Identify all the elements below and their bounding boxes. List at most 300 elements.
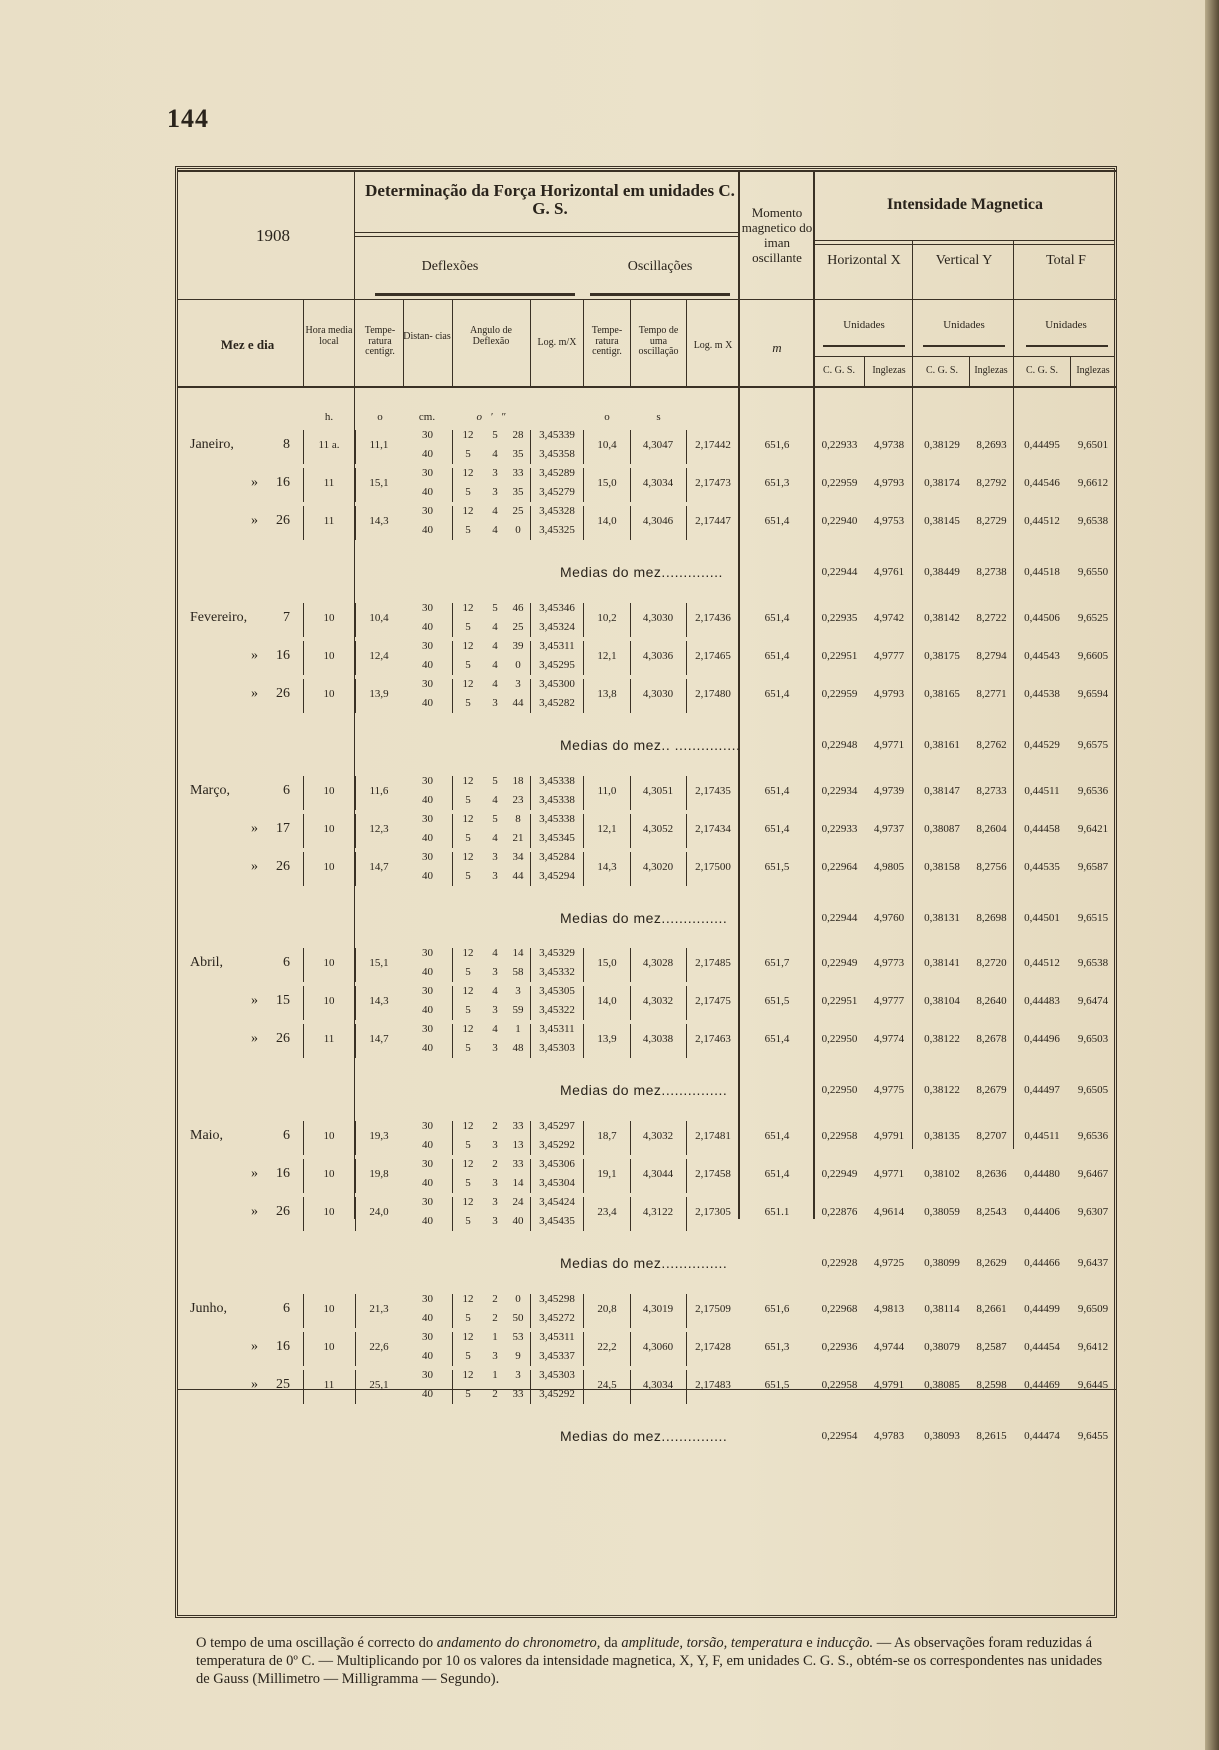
dist-cell: 40 [422,1350,433,1362]
ang-min-cell: 2 [492,1388,498,1400]
tempo-cell: 4,3032 [642,1130,674,1142]
ang-sec-cell: 33 [512,1158,524,1170]
temp-cell: 19,3 [369,1130,389,1142]
hora-cell: 10 [323,785,335,797]
log-cell: 3,45306 [539,1158,575,1170]
medias-value: 8,2679 [976,1084,1007,1096]
hora-cell: 10 [323,612,335,624]
log-m-x-cell: 2,17485 [695,957,731,969]
log-m-x-cell: 2,17442 [695,439,731,451]
intensity-cell: 0,38087 [924,823,960,835]
hora-cell: 10 [323,861,335,873]
log-m-x-cell: 2,17475 [695,995,731,1007]
footnote-italic: amplitude, torsão, temperatura [621,1635,803,1651]
dist-cell: 30 [422,505,433,517]
ang-deg-cell: 5 [465,1042,471,1054]
intensity-cell: 0,22958 [821,1130,858,1142]
intensity-cell: 0,22950 [821,1033,858,1045]
temp-cell: 14,7 [369,861,389,873]
intensity-cell: 0,44483 [1024,995,1060,1007]
dist-cell: 30 [422,1158,433,1170]
day-label: 26 [276,859,290,874]
ang-sec-cell: 53 [512,1331,524,1343]
intensity-cell: 0,44496 [1024,1033,1060,1045]
month-label: » [251,1204,258,1219]
header-oscillacoes: Oscillações [627,259,693,274]
ang-deg-cell: 5 [465,794,471,806]
ang-min-cell: 4 [492,505,498,517]
footnote-part: da [600,1635,622,1651]
ang-deg-cell: 12 [462,1196,474,1208]
ang-min-cell: 4 [492,678,498,690]
rule-intens-sub [815,240,1115,241]
intensity-cell: 0,44543 [1024,650,1060,662]
intensity-cell: 4,9805 [873,861,905,873]
day-label: 26 [276,1031,290,1046]
dist-cell: 40 [422,621,433,633]
month-label: » [251,859,258,874]
log-cell: 3,45337 [539,1350,575,1362]
header-log-mx: Log. m/X [537,337,577,348]
intensity-cell: 0,38114 [924,1303,960,1315]
temp2-cell: 10,2 [597,612,617,624]
ang-sec-cell: 24 [512,1196,524,1208]
ang-min-cell: 3 [492,870,498,882]
ang-sec-cell: 34 [512,851,524,863]
day-label: 15 [276,993,290,1008]
ang-sec-cell: 0 [515,1293,521,1305]
ang-min-cell: 2 [492,1293,498,1305]
header-tempo: Tempo de uma oscillação [638,325,679,357]
dist-cell: 40 [422,1215,433,1227]
medias-value: 0,38093 [924,1430,960,1442]
m-cell: 651,5 [764,861,790,873]
temp-cell: 12,4 [369,650,389,662]
hora-cell: 11 [323,1379,335,1391]
log-cell: 3,45272 [539,1312,575,1324]
ang-min-cell: 2 [492,1158,498,1170]
unit-tempo: s [656,411,661,423]
log-cell: 3,45332 [539,966,575,978]
ang-min-cell: 4 [492,659,498,671]
intensity-cell: 8,2661 [976,1303,1007,1315]
log-cell: 3,45325 [539,524,575,536]
header-temp2: Tempe- ratura centigr. [591,325,623,357]
tempo-cell: 4,3052 [642,823,674,835]
intensity-cell: 0,38104 [924,995,960,1007]
brace-y [923,345,1005,352]
log-m-x-cell: 2,17481 [695,1130,731,1142]
tempo-cell: 4,3046 [642,515,674,527]
tempo-cell: 4,3019 [642,1303,674,1315]
log-cell: 3,45298 [539,1293,575,1305]
intensity-cell: 8,2604 [976,823,1007,835]
month-label: » [251,821,258,836]
tempo-cell: 4,3034 [642,1379,674,1391]
ang-sec-cell: 35 [512,486,524,498]
intensity-cell: 9,6587 [1077,861,1109,873]
intensity-cell: 0,38085 [924,1379,960,1391]
intensity-cell: 0,22951 [821,995,858,1007]
log-m-x-cell: 2,17500 [695,861,731,873]
ang-min-cell: 4 [492,640,498,652]
log-cell: 3,45311 [539,1331,575,1343]
intensity-cell: 8,2598 [976,1379,1007,1391]
medias-value: 8,2629 [976,1257,1007,1269]
log-m-x-cell: 2,17483 [695,1379,731,1391]
temp2-cell: 24,5 [597,1379,617,1391]
brace-x [823,345,905,352]
day-label: 16 [276,648,290,663]
dist-cell: 40 [422,1388,433,1400]
medias-value: 0,44497 [1024,1084,1060,1096]
temp-cell: 15,1 [369,957,389,969]
temp-cell: 11,6 [369,785,389,797]
medias-value: 0,38449 [924,566,960,578]
dist-cell: 30 [422,1331,433,1343]
unit-dist: cm. [418,411,436,423]
intensity-cell: 4,9793 [873,688,905,700]
intensity-cell: 9,6421 [1077,823,1109,835]
page-number: 144 [167,104,209,133]
intensity-cell: 4,9813 [873,1303,905,1315]
month-label: » [251,475,258,490]
intensity-cell: 0,44511 [1024,785,1060,797]
ang-sec-cell: 50 [512,1312,524,1324]
ang-min-cell: 1 [492,1369,498,1381]
intensity-cell: 4,9791 [873,1379,905,1391]
intensity-cell: 0,22964 [821,861,858,873]
tempo-cell: 4,3047 [642,439,674,451]
ang-min-cell: 3 [492,1177,498,1189]
footnote [196,1634,1106,1688]
intensity-cell: 8,2722 [976,612,1007,624]
temp2-cell: 23,4 [597,1206,617,1218]
dist-cell: 30 [422,947,433,959]
month-label: » [251,1377,258,1392]
log-cell: 3,45424 [539,1196,575,1208]
medias-value: 9,6575 [1077,739,1109,751]
dist-cell: 30 [422,1369,433,1381]
ang-deg-cell: 12 [462,505,474,517]
ang-min-cell: 4 [492,832,498,844]
ang-deg-cell: 5 [465,1177,471,1189]
header-momento: Momento magnetico do iman oscillante [741,205,813,265]
intensity-cell: 0,22958 [821,1379,858,1391]
temp-cell: 14,3 [369,995,389,1007]
dist-cell: 30 [422,1120,433,1132]
ang-deg-cell: 5 [465,1350,471,1362]
ang-sec-cell: 35 [512,448,524,460]
intensity-cell: 4,9738 [873,439,905,451]
intensity-cell: 4,9739 [873,785,905,797]
intensity-cell: 0,22935 [821,612,858,624]
log-cell: 3,45282 [539,697,575,709]
header-unidades-f: Unidades [1045,319,1087,331]
intensity-cell: 9,6538 [1077,957,1109,969]
medias-label: Medias do mez.. ............... [560,737,741,753]
dist-cell: 40 [422,794,433,806]
hora-cell: 10 [323,1206,335,1218]
medias-value: 4,9761 [873,566,905,578]
tempo-cell: 4,3030 [642,612,674,624]
ang-deg-cell: 5 [465,524,471,536]
medias-value: 0,22950 [821,1084,858,1096]
brace-deflexoes [375,293,575,301]
intensity-cell: 0,22951 [821,650,858,662]
intensity-cell: 0,38122 [924,1033,960,1045]
header-hora: Hora media local [305,325,353,347]
temp2-cell: 14,3 [597,861,617,873]
intensity-cell: 0,44511 [1024,1130,1060,1142]
day-label: 16 [276,1339,290,1354]
header-force: Determinação da Força Horizontal em unidades C. G. S. [365,181,735,218]
ang-deg-cell: 5 [465,659,471,671]
header-vertical: Vertical Y [935,253,993,268]
hora-cell: 10 [323,688,335,700]
intensity-cell: 0,38147 [924,785,960,797]
medias-value: 0,38131 [924,912,960,924]
m-cell: 651,6 [764,1303,790,1315]
ang-min-cell: 1 [492,1331,498,1343]
temp-cell: 13,9 [369,688,389,700]
ang-sec-cell: 3 [515,678,521,690]
dist-cell: 40 [422,1042,433,1054]
month-label: » [251,648,258,663]
unit-ang: o ′ ″ [476,411,506,423]
intensity-cell: 9,6474 [1077,995,1109,1007]
ang-deg-cell: 5 [465,1139,471,1151]
log-m-x-cell: 2,17458 [695,1168,731,1180]
ang-min-cell: 4 [492,794,498,806]
header-cgs-x: C. G. S. [823,365,855,376]
day-label: 26 [276,513,290,528]
intensity-cell: 0,38141 [924,957,960,969]
ang-sec-cell: 23 [512,794,524,806]
temp2-cell: 14,0 [597,515,617,527]
intensity-cell: 0,22876 [821,1206,858,1218]
dist-cell: 40 [422,1312,433,1324]
ang-min-cell: 5 [492,429,498,441]
temp-cell: 10,4 [369,612,389,624]
log-cell: 3,45311 [539,1023,575,1035]
log-m-x-cell: 2,17435 [695,785,731,797]
brace-oscillacoes [590,293,730,301]
ang-sec-cell: 25 [512,621,524,633]
medias-value: 0,38099 [924,1257,960,1269]
log-cell: 3,45284 [539,851,575,863]
intensity-cell: 0,22949 [821,957,858,969]
ang-min-cell: 3 [492,1042,498,1054]
ang-sec-cell: 46 [512,602,524,614]
medias-value: 4,9760 [873,912,905,924]
dist-cell: 40 [422,524,433,536]
ang-sec-cell: 0 [515,524,521,536]
m-cell: 651,4 [764,1168,790,1180]
temp2-cell: 14,0 [597,995,617,1007]
footnote-part: — As observações foram reduzidas á temperatura de 0º C. — Multiplicando por 10 os valores da intensidade magnetica, X, Y, F, em unidades C. G. S., obtém-se os correspondentes nas unidades de Gauss (Millimetro — Milligramma — Segundo). [196,1635,1103,1687]
brace-f [1026,345,1108,352]
medias-label: Medias do mez............... [560,910,728,926]
medias-label: Medias do mez............... [560,1082,728,1098]
intensity-cell: 9,6467 [1077,1168,1109,1180]
day-label: 6 [283,955,290,970]
m-cell: 651,5 [764,995,790,1007]
log-cell: 3,45311 [539,640,575,652]
day-label: 6 [283,1301,290,1316]
dist-cell: 40 [422,486,433,498]
log-m-x-cell: 2,17463 [695,1033,731,1045]
intensity-cell: 0,44406 [1024,1206,1060,1218]
log-m-x-cell: 2,17465 [695,650,731,662]
temp-cell: 12,3 [369,823,389,835]
ang-deg-cell: 12 [462,947,474,959]
medias-value: 4,9725 [873,1257,905,1269]
log-cell: 3,45305 [539,985,575,997]
log-cell: 3,45346 [539,602,575,614]
dist-cell: 30 [422,985,433,997]
medias-label: Medias do mez............... [560,1428,728,1444]
month-label: » [251,1339,258,1354]
intensity-cell: 0,22968 [821,1303,858,1315]
month-label: » [251,513,258,528]
dist-cell: 30 [422,1023,433,1035]
intensity-cell: 4,9742 [873,612,905,624]
month-label: » [251,686,258,701]
log-cell: 3,45292 [539,1139,575,1151]
ang-deg-cell: 12 [462,1369,474,1381]
dist-cell: 30 [422,678,433,690]
month-label: Abril, [190,955,224,970]
hora-cell: 10 [323,957,335,969]
medias-value: 0,44501 [1024,912,1060,924]
hora-cell: 10 [323,823,335,835]
dist-cell: 40 [422,697,433,709]
hora-cell: 11 [323,515,335,527]
log-cell: 3,45329 [539,947,575,959]
hora-cell: 10 [323,650,335,662]
ang-sec-cell: 59 [512,1004,524,1016]
intensity-cell: 8,2693 [976,439,1007,451]
ang-min-cell: 3 [492,966,498,978]
ang-min-cell: 4 [492,621,498,633]
intensity-cell: 4,9791 [873,1130,905,1142]
intensity-cell: 9,6536 [1077,1130,1109,1142]
ang-min-cell: 2 [492,1312,498,1324]
ang-deg-cell: 12 [462,1120,474,1132]
temp2-cell: 18,7 [597,1130,617,1142]
dist-cell: 40 [422,448,433,460]
log-cell: 3,45289 [539,467,575,479]
ang-deg-cell: 12 [462,1158,474,1170]
intensity-cell: 0,44480 [1024,1168,1060,1180]
ang-sec-cell: 9 [515,1350,521,1362]
day-label: 8 [283,437,290,452]
ang-min-cell: 3 [492,1350,498,1362]
ang-sec-cell: 21 [512,832,524,844]
ang-deg-cell: 5 [465,870,471,882]
log-cell: 3,45345 [539,832,575,844]
medias-value: 0,38122 [924,1084,960,1096]
ang-sec-cell: 33 [512,1388,524,1400]
ang-min-cell: 3 [492,851,498,863]
ang-sec-cell: 1 [515,1023,521,1035]
temp2-cell: 12,1 [597,650,617,662]
log-m-x-cell: 2,17473 [695,477,731,489]
ang-deg-cell: 5 [465,621,471,633]
log-cell: 3,45339 [539,429,575,441]
m-cell: 651,4 [764,515,790,527]
intensity-cell: 0,38142 [924,612,960,624]
medias-value: 0,22944 [821,912,858,924]
header-intensidade: Intensidade Magnetica [887,196,1043,213]
ang-deg-cell: 12 [462,467,474,479]
temp2-cell: 12,1 [597,823,617,835]
intensity-cell: 0,22959 [821,477,858,489]
temp-cell: 25,1 [369,1379,389,1391]
dist-cell: 40 [422,966,433,978]
tempo-cell: 4,3030 [642,688,674,700]
ang-sec-cell: 33 [512,467,524,479]
rule-force-sub2 [355,236,738,237]
tempo-cell: 4,3034 [642,477,674,489]
temp2-cell: 15,0 [597,477,617,489]
ang-sec-cell: 14 [512,947,524,959]
m-cell: 651,4 [764,612,790,624]
medias-value: 0,44529 [1024,739,1060,751]
ang-min-cell: 4 [492,524,498,536]
log-cell: 3,45297 [539,1120,575,1132]
medias-value: 4,9783 [873,1430,905,1442]
medias-value: 0,22944 [821,566,858,578]
day-label: 7 [283,610,290,625]
intensity-cell: 0,38079 [924,1341,960,1353]
ang-deg-cell: 5 [465,448,471,460]
medias-value: 0,44466 [1024,1257,1060,1269]
dist-cell: 40 [422,832,433,844]
header-ingl-x: Inglezas [872,365,906,376]
ang-deg-cell: 12 [462,678,474,690]
intensity-cell: 0,22933 [821,823,858,835]
intensity-cell: 9,6538 [1077,515,1109,527]
month-label: Março, [190,783,231,798]
intensity-cell: 4,9793 [873,477,905,489]
header-angulo: Angulo de Deflexão [470,325,512,347]
ang-deg-cell: 12 [462,640,474,652]
header-year: 1908 [256,226,290,245]
log-m-x-cell: 2,17434 [695,823,731,835]
intensity-cell: 0,38174 [924,477,960,489]
ang-deg-cell: 5 [465,486,471,498]
ang-deg-cell: 12 [462,775,474,787]
header-mez-dia: Mez e dia [220,337,275,352]
temp-cell: 14,3 [369,515,389,527]
intensity-cell: 0,38129 [924,439,960,451]
intensity-cell: 0,44469 [1024,1379,1060,1391]
ang-deg-cell: 12 [462,1023,474,1035]
ang-deg-cell: 12 [462,813,474,825]
ang-deg-cell: 5 [465,1004,471,1016]
medias-value: 0,22928 [821,1257,858,1269]
dist-cell: 30 [422,429,433,441]
ang-min-cell: 4 [492,947,498,959]
dist-cell: 30 [422,775,433,787]
log-cell: 3,45435 [539,1215,575,1227]
m-cell: 651,4 [764,823,790,835]
ang-sec-cell: 58 [512,966,524,978]
ang-sec-cell: 44 [512,870,524,882]
ang-deg-cell: 5 [465,1312,471,1324]
